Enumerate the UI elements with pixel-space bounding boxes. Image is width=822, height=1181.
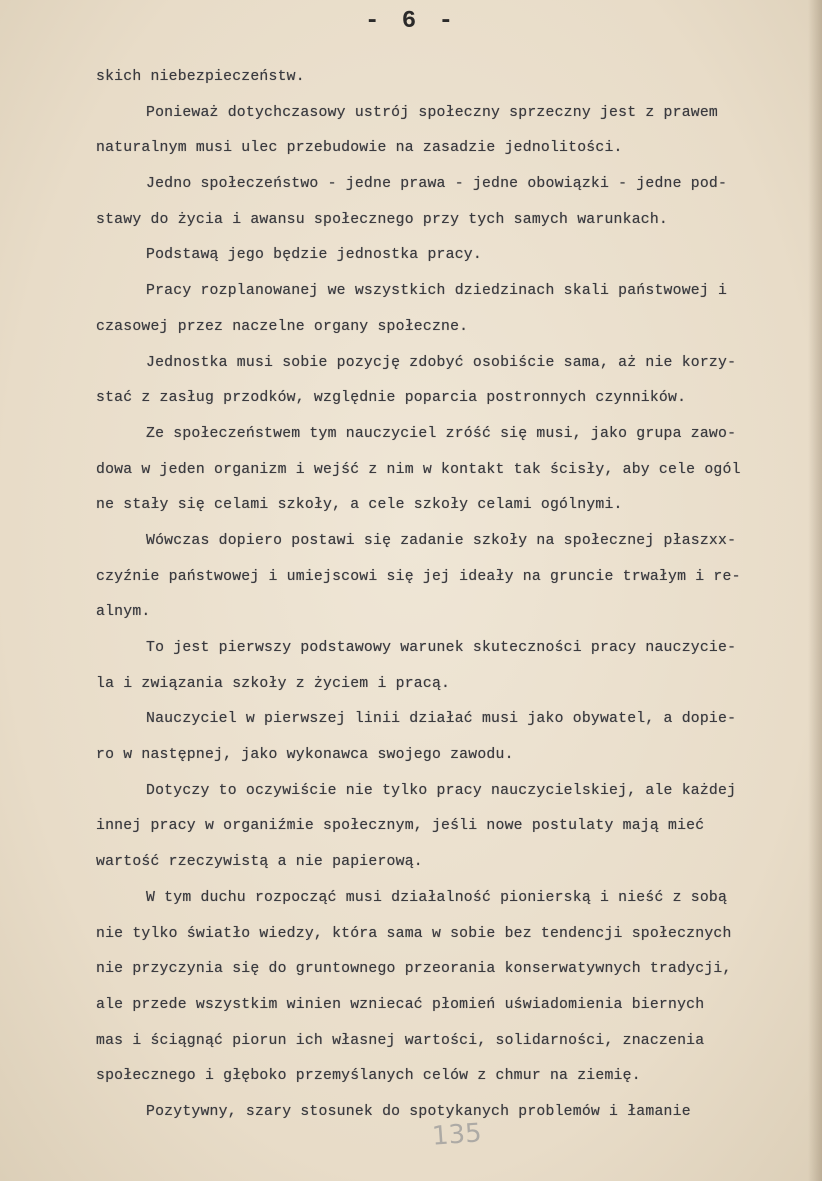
text-line: W tym duchu rozpocząć musi działalność pionierską i nieść z sobą (146, 889, 728, 906)
page-number: - 6 - (364, 8, 457, 35)
text-line: czasowej przez naczelne organy społeczne. (96, 318, 469, 335)
text-line: ale przede wszystkim winien wzniecać płomień uświadomienia biernych (96, 996, 705, 1013)
text-line: wartość rzeczywistą a nie papierową. (96, 854, 423, 871)
text-line: Wówczas dopiero postawi się zadanie szkoły na społecznej płaszxx- (146, 532, 737, 549)
text-line: Pracy rozplanowanej we wszystkich dziedzinach skali państwowej i (146, 283, 728, 300)
text-line: To jest pierwszy podstawowy warunek skuteczności pracy nauczycie- (146, 640, 737, 656)
text-line: mas i ściągnąć piorun ich własnej wartości, solidarności, znaczenia (96, 1032, 705, 1049)
document-body (96, 60, 812, 1131)
text-line: Jedno społeczeństwo - jedne prawa - jedne obowiązki - jedne pod- (146, 176, 728, 193)
text-line: skich niebezpieczeństw. (96, 69, 305, 85)
text-line: Pozytywny, szary stosunek do spotykanych problemów i łamanie (146, 1103, 691, 1120)
text-line: Dotyczy to oczywiście nie tylko pracy nauczycielskiej, ale każdej (146, 782, 737, 799)
archive-page-mark: 135 (431, 1118, 483, 1152)
text-line: Jednostka musi sobie pozycję zdobyć osobiście sama, aż nie korzy- (146, 354, 737, 371)
text-line: alnym. (96, 604, 151, 621)
text-line: la i związania szkoły z życiem i pracą. (96, 675, 451, 692)
text-line: społecznego i głęboko przemyślanych celów z chmur na ziemię. (96, 1068, 641, 1085)
text-line: naturalnym musi ulec przebudowie na zasadzie jednolitości. (96, 140, 623, 157)
text-line: Podstawą jego będzie jednostka pracy. (146, 247, 482, 264)
text-line: nie przyczynia się do gruntownego przeorania konserwatywnych tradycji, (96, 961, 732, 978)
text-line: nie tylko światło wiedzy, która sama w sobie bez tendencji społecznych (96, 925, 732, 942)
text-line: dowa w jeden organizm i wejść z nim w kontakt tak ścisły, aby cele ogól (96, 461, 741, 478)
text-line: czyźnie państwowej i umiejscowi się jej ideały na gruncie trwałym i re- (96, 568, 741, 585)
text-line: Ze społeczeństwem tym nauczyciel zróść się musi, jako grupa zawo- (146, 425, 737, 442)
text-line: ne stały się celami szkoły, a cele szkoły celami ogólnymi. (96, 497, 623, 514)
text-line: Ponieważ dotychczasowy ustrój społeczny sprzeczny jest z prawem (146, 104, 719, 121)
text-line: ro w następnej, jako wykonawca swojego zawodu. (96, 747, 514, 764)
text-line: Nauczyciel w pierwszej linii działać musi jako obywatel, a dopie- (146, 711, 737, 728)
text-line: stać z zasług przodków, względnie poparcia postronnych czynników. (96, 390, 687, 407)
text-line: innej pracy w organiźmie społecznym, jeśli nowe postulaty mają mieć (96, 818, 705, 835)
text-line: stawy do życia i awansu społecznego przy tych samych warunkach. (96, 211, 669, 228)
